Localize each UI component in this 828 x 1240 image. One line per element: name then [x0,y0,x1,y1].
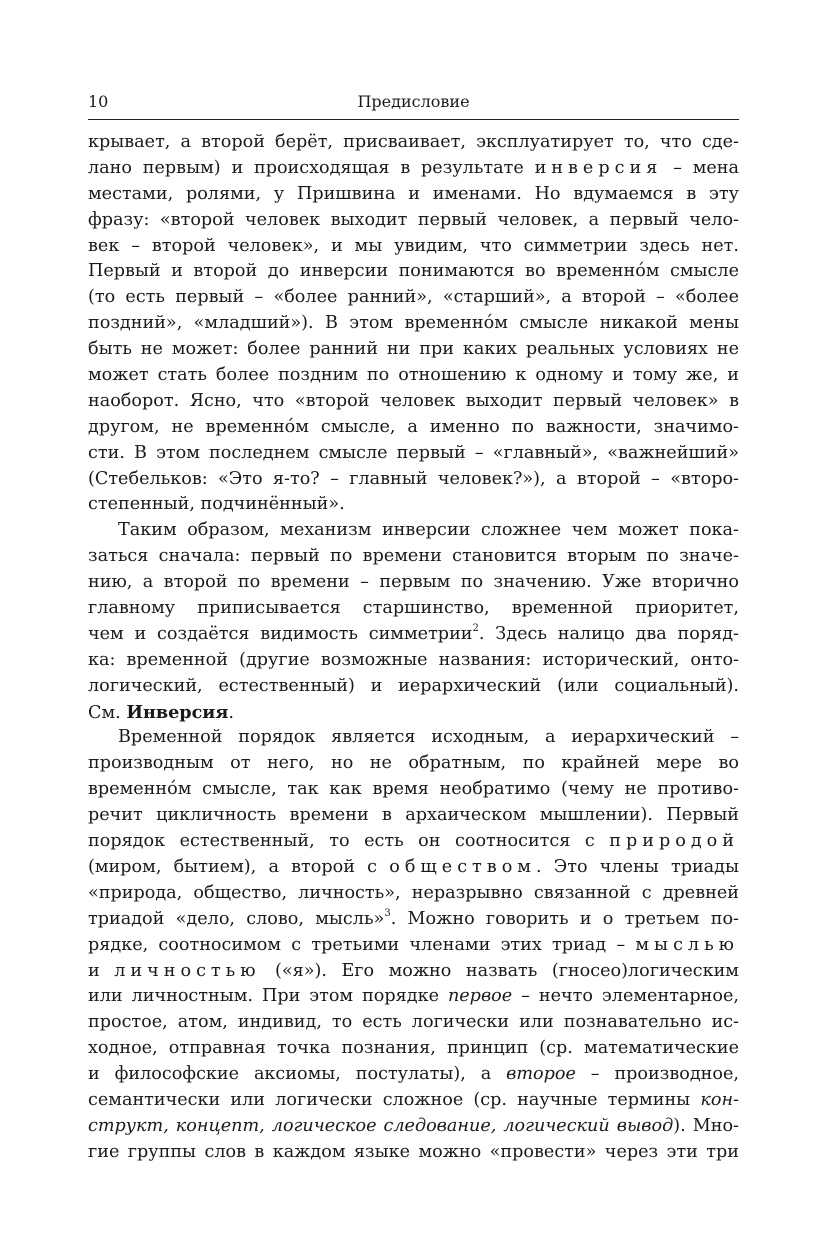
text-run: («я»). Его можно назвать (гносео)логическим [260,960,739,981]
text-run: – производное, [575,1064,739,1085]
page-header [88,88,739,118]
paragraph-3 [88,725,739,1165]
text-run: порядок естественный, то есть он соотносится с [88,831,610,852]
text-run: рядке, соотносимом с третьими членами этих триад – [88,934,636,955]
text-line: ка: временной (другие возможные названия: исторический, онто- [88,649,739,670]
text-line [88,907,739,933]
text-line [88,984,739,1010]
text-line [88,829,739,855]
text-run: семантически или логически сложное (ср. научные термины [88,1089,701,1110]
text-line: наоборот. Ясно, что «второй человек выходит первый человек» в [88,390,739,411]
text-line: другом, не временно́м смысле, а именно по важности, значимо- [88,416,739,437]
term-thought: мыслью [635,934,739,955]
text-run: – мена [662,157,739,178]
text-line: фразу: «второй человек выходит первый человек, а первый чело- [88,209,739,230]
text-line: степенный, подчинённый». [88,494,345,515]
text-run: ). Мно- [673,1115,739,1136]
term-first: первое [447,986,513,1007]
text-line: логический, естественный) и иерархический (или социальный). [88,675,739,696]
footnote-ref-3[interactable]: 3 [384,907,391,919]
text-line: заться сначала: первый по времени становится вторым по значе- [88,546,739,567]
text-run: и [88,960,115,981]
page-number: 10 [88,92,109,111]
term-inversion: инверсия [534,157,663,178]
italic-terms: структ, концепт, логическое следование, логический вывод [88,1115,674,1136]
text-run: или личностным. При этом порядке [88,986,448,1007]
text-line: «природа, общество, личность», неразрывно связанной с древней [88,882,739,903]
term-second: второе [506,1064,576,1085]
paragraph-2 [88,518,739,725]
text-line: (Стебельков: «Это я-то? – главный человек?»), а второй – «второ- [88,468,739,489]
text-line: Таким образом, механизм инверсии сложнее чем может пока- [118,520,739,541]
text-line: век – второй человек», и мы увидим, что симметрии здесь нет. [88,235,739,256]
text-line: Первый и второй до инверсии понимаются во временно́м смысле [88,261,739,282]
text-run: . Можно говорить и о третьем по- [390,908,739,929]
text-line: крывает, а второй берёт, присваивает, эксплуатирует то, что сде- [88,132,739,152]
text-run: См. [88,702,127,723]
text-line: производным от него, но не обратным, по крайней мере во [88,753,739,774]
text-line: может стать более поздним по отношению к одному и тому же, и [88,365,739,386]
text-run: лано первым) и происходящая в результате [88,157,535,178]
text-run: триадой «дело, слово, мысль» [88,908,385,929]
text-line: главному приписывается старшинство, временной приоритет, [88,598,739,619]
text-line: Временной порядок является исходным, а иерархический – [118,727,739,748]
text-line: простое, атом, индивид, то есть логически или познавательно ис- [88,1012,739,1033]
text-line [88,1088,739,1114]
text-line: временно́м смысле, так как время необратимо (чему не противо- [88,779,739,800]
text-line [88,1114,739,1140]
text-line: гие группы слов в каждом языке можно «провести» через эти три [88,1141,739,1162]
book-page [88,88,739,1166]
text-line: сти. В этом последнем смысле первый – «главный», «важнейший» [88,442,739,463]
text-run: – нечто элементарное, [512,986,739,1007]
text-line: быть не может: более ранний ни при каких реальных условиях не [88,339,739,360]
text-line [88,855,739,881]
term-personality: личностью [114,960,261,981]
cross-reference-inversion[interactable]: Инверсия [126,701,229,723]
paragraph-1 [88,130,739,518]
text-line: (то есть первый – «более ранний», «старший», а второй – «более [88,287,739,308]
text-line: речит цикличность времени в архаическом мышлении). Первый [88,805,739,826]
text-line [88,959,739,985]
footnote-ref-2[interactable]: 2 [472,623,479,635]
text-line: поздний», «младший»). В этом временно́м смысле никакой мены [88,313,739,334]
header-rule [88,119,739,120]
text-line [88,933,739,959]
text-run: . Это члены триады [535,856,739,877]
text-line: местами, ролями, у Пришвина и именами. Но вдумаемся в эту [88,183,739,204]
text-line [88,1062,739,1088]
text-run: . Здесь налицо два поряд- [478,623,739,644]
text-run: . [228,702,234,723]
text-line: нию, а второй по времени – первым по значению. Уже вторично [88,572,739,593]
term-nature: природой [609,831,739,852]
body-text [88,130,739,1166]
running-head: Предисловие [357,92,470,111]
text-run: чем и создаётся видимость симметрии [88,623,473,644]
text-line [88,622,739,648]
text-line [88,156,739,182]
text-line [88,700,739,726]
italic-terms: кон- [700,1089,739,1110]
text-line: ходное, отправная точка познания, принцип (ср. математические [88,1038,739,1059]
term-society: обществом [389,856,536,877]
text-run: и философские аксиомы, постулаты), а [88,1064,507,1085]
text-run: (миром, бытием), а второй с [88,856,390,877]
